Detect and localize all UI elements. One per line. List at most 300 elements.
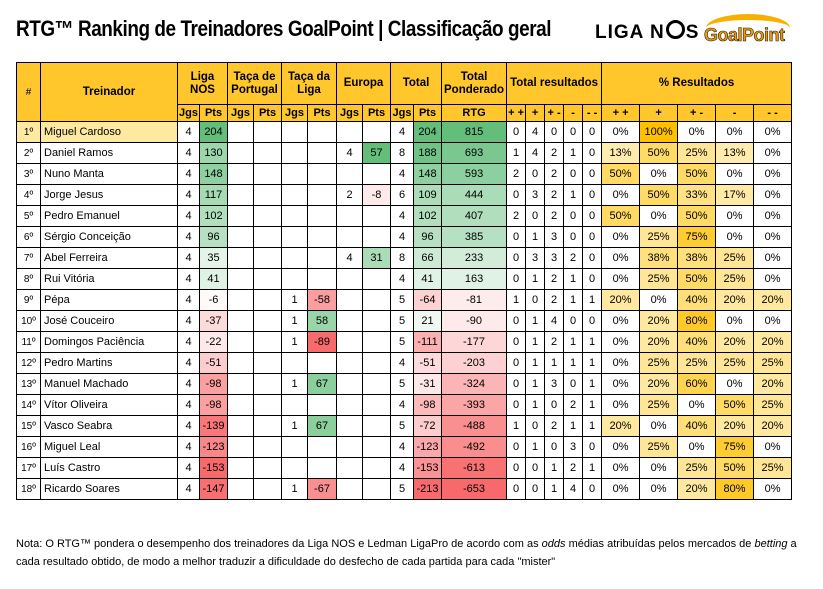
europa-jgs: 2 bbox=[337, 185, 363, 206]
col-total: Total bbox=[391, 63, 442, 105]
result-pct: 0% bbox=[678, 122, 716, 143]
table-row bbox=[17, 290, 792, 311]
subhdr-pct-2: + - bbox=[678, 105, 716, 122]
europa-jgs bbox=[337, 437, 363, 458]
result-count: 0 bbox=[564, 227, 583, 248]
coach-name: Pedro Martins bbox=[41, 353, 178, 374]
result-pct: 20% bbox=[754, 374, 792, 395]
result-count: 1 bbox=[545, 353, 564, 374]
result-count: 0 bbox=[583, 248, 602, 269]
rank-cell: 5º bbox=[17, 206, 41, 227]
subhdr-pct-3: - bbox=[716, 105, 754, 122]
total-jgs: 4 bbox=[391, 122, 414, 143]
result-pct: 25% bbox=[754, 395, 792, 416]
liga-jgs: 4 bbox=[178, 248, 200, 269]
taca-liga-pts bbox=[308, 395, 337, 416]
coach-name: Nuno Manta bbox=[41, 164, 178, 185]
result-count: 2 bbox=[545, 416, 564, 437]
rank-cell: 4º bbox=[17, 185, 41, 206]
result-count: 0 bbox=[507, 458, 526, 479]
subhdr-rtg: RTG bbox=[442, 105, 507, 122]
result-pct: 0% bbox=[640, 458, 678, 479]
result-pct: 0% bbox=[754, 269, 792, 290]
europa-jgs bbox=[337, 332, 363, 353]
europa-jgs bbox=[337, 269, 363, 290]
subhdr-taca-portugal-pts: Pts bbox=[254, 105, 282, 122]
result-count: 1 bbox=[583, 458, 602, 479]
result-pct: 13% bbox=[716, 143, 754, 164]
result-pct: 25% bbox=[716, 269, 754, 290]
taca-liga-jgs: 1 bbox=[282, 290, 308, 311]
total-pts: 148 bbox=[414, 164, 442, 185]
taca-portugal-jgs bbox=[228, 269, 254, 290]
result-count: 1 bbox=[545, 479, 564, 500]
ranking-table bbox=[16, 62, 792, 500]
result-count: 0 bbox=[564, 374, 583, 395]
col-liga-nos: Liga NOS bbox=[178, 63, 228, 105]
subhdr-pct-0: + + bbox=[602, 105, 640, 122]
total-pts: 96 bbox=[414, 227, 442, 248]
result-count: 1 bbox=[526, 374, 545, 395]
result-pct: 40% bbox=[678, 332, 716, 353]
taca-liga-pts: 67 bbox=[308, 374, 337, 395]
result-count: 1 bbox=[526, 437, 545, 458]
taca-liga-pts bbox=[308, 164, 337, 185]
taca-liga-pts bbox=[308, 437, 337, 458]
europa-pts bbox=[363, 164, 391, 185]
result-count: 0 bbox=[526, 206, 545, 227]
liga-jgs: 4 bbox=[178, 269, 200, 290]
result-pct: 13% bbox=[602, 143, 640, 164]
result-count: 0 bbox=[545, 395, 564, 416]
table-row bbox=[17, 458, 792, 479]
result-pct: 0% bbox=[678, 437, 716, 458]
taca-portugal-pts bbox=[254, 143, 282, 164]
result-pct: 0% bbox=[602, 353, 640, 374]
rank-cell: 13º bbox=[17, 374, 41, 395]
result-pct: 50% bbox=[602, 164, 640, 185]
result-count: 2 bbox=[507, 164, 526, 185]
result-pct: 0% bbox=[716, 227, 754, 248]
rank-cell: 8º bbox=[17, 269, 41, 290]
taca-portugal-pts bbox=[254, 374, 282, 395]
liga-jgs: 4 bbox=[178, 374, 200, 395]
result-count: 0 bbox=[545, 122, 564, 143]
total-pts: -111 bbox=[414, 332, 442, 353]
taca-portugal-jgs bbox=[228, 164, 254, 185]
subhdr-res-0: + + bbox=[507, 105, 526, 122]
result-count: 3 bbox=[545, 248, 564, 269]
result-count: 3 bbox=[545, 374, 564, 395]
europa-jgs bbox=[337, 311, 363, 332]
result-pct: 0% bbox=[640, 164, 678, 185]
result-count: 0 bbox=[507, 353, 526, 374]
result-pct: 0% bbox=[640, 290, 678, 311]
result-pct: 100% bbox=[640, 122, 678, 143]
rtg-value: 693 bbox=[442, 143, 507, 164]
result-pct: 33% bbox=[678, 185, 716, 206]
europa-jgs bbox=[337, 458, 363, 479]
rtg-value: -90 bbox=[442, 311, 507, 332]
result-pct: 0% bbox=[754, 311, 792, 332]
result-count: 0 bbox=[507, 269, 526, 290]
rtg-value: -488 bbox=[442, 416, 507, 437]
result-count: 0 bbox=[583, 437, 602, 458]
taca-liga-jgs bbox=[282, 395, 308, 416]
coach-name: Abel Ferreira bbox=[41, 248, 178, 269]
liga-jgs: 4 bbox=[178, 227, 200, 248]
taca-liga-pts bbox=[308, 206, 337, 227]
subhdr-liga-jgs: Jgs bbox=[178, 105, 200, 122]
result-pct: 25% bbox=[640, 353, 678, 374]
europa-pts bbox=[363, 269, 391, 290]
result-pct: 0% bbox=[716, 206, 754, 227]
taca-liga-pts: 67 bbox=[308, 416, 337, 437]
result-count: 0 bbox=[507, 332, 526, 353]
result-count: 0 bbox=[507, 122, 526, 143]
result-count: 3 bbox=[545, 227, 564, 248]
europa-pts bbox=[363, 437, 391, 458]
taca-liga-pts bbox=[308, 227, 337, 248]
rtg-value: -177 bbox=[442, 332, 507, 353]
result-count: 0 bbox=[526, 164, 545, 185]
result-count: 1 bbox=[507, 143, 526, 164]
result-count: 1 bbox=[507, 416, 526, 437]
taca-liga-jgs bbox=[282, 227, 308, 248]
total-jgs: 5 bbox=[391, 374, 414, 395]
liga-pts: 35 bbox=[200, 248, 228, 269]
result-pct: 25% bbox=[678, 353, 716, 374]
result-count: 2 bbox=[545, 332, 564, 353]
result-count: 1 bbox=[564, 290, 583, 311]
subhdr-taca-liga-pts: Pts bbox=[308, 105, 337, 122]
rank-cell: 16º bbox=[17, 437, 41, 458]
liga-pts: -123 bbox=[200, 437, 228, 458]
taca-portugal-jgs bbox=[228, 437, 254, 458]
taca-portugal-pts bbox=[254, 227, 282, 248]
europa-jgs bbox=[337, 353, 363, 374]
taca-portugal-pts bbox=[254, 122, 282, 143]
result-pct: 20% bbox=[678, 479, 716, 500]
rank-cell: 12º bbox=[17, 353, 41, 374]
taca-portugal-pts bbox=[254, 479, 282, 500]
total-jgs: 4 bbox=[391, 437, 414, 458]
result-pct: 0% bbox=[602, 395, 640, 416]
taca-liga-pts bbox=[308, 269, 337, 290]
result-pct: 0% bbox=[754, 248, 792, 269]
col-taca-portugal: Taça de Portugal bbox=[228, 63, 282, 105]
taca-portugal-jgs bbox=[228, 479, 254, 500]
table-row bbox=[17, 248, 792, 269]
liga-pts: -153 bbox=[200, 458, 228, 479]
liga-pts: 96 bbox=[200, 227, 228, 248]
liga-pts: -51 bbox=[200, 353, 228, 374]
taca-liga-pts bbox=[308, 122, 337, 143]
rank-cell: 9º bbox=[17, 290, 41, 311]
taca-portugal-pts bbox=[254, 437, 282, 458]
rank-cell: 7º bbox=[17, 248, 41, 269]
taca-portugal-pts bbox=[254, 353, 282, 374]
result-pct: 0% bbox=[640, 206, 678, 227]
result-pct: 0% bbox=[754, 122, 792, 143]
total-pts: 66 bbox=[414, 248, 442, 269]
table-row bbox=[17, 206, 792, 227]
total-jgs: 4 bbox=[391, 227, 414, 248]
coach-name: Rui Vitória bbox=[41, 269, 178, 290]
coach-name: Manuel Machado bbox=[41, 374, 178, 395]
result-pct: 0% bbox=[754, 227, 792, 248]
taca-portugal-jgs bbox=[228, 248, 254, 269]
subhdr-taca-liga-jgs: Jgs bbox=[282, 105, 308, 122]
subhdr-europa-jgs: Jgs bbox=[337, 105, 363, 122]
taca-liga-jgs bbox=[282, 437, 308, 458]
result-count: 2 bbox=[545, 185, 564, 206]
liga-nos-logo: LIGA N S bbox=[595, 22, 700, 43]
rtg-value: 407 bbox=[442, 206, 507, 227]
europa-jgs: 4 bbox=[337, 248, 363, 269]
liga-jgs: 4 bbox=[178, 185, 200, 206]
taca-liga-jgs bbox=[282, 269, 308, 290]
liga-jgs: 4 bbox=[178, 395, 200, 416]
rtg-value: -492 bbox=[442, 437, 507, 458]
taca-liga-pts bbox=[308, 353, 337, 374]
coach-name: Sérgio Conceição bbox=[41, 227, 178, 248]
result-count: 0 bbox=[583, 311, 602, 332]
total-pts: 204 bbox=[414, 122, 442, 143]
taca-liga-jgs bbox=[282, 143, 308, 164]
total-jgs: 5 bbox=[391, 332, 414, 353]
taca-liga-pts: -58 bbox=[308, 290, 337, 311]
result-pct: 20% bbox=[754, 332, 792, 353]
result-count: 1 bbox=[583, 374, 602, 395]
liga-pts: -98 bbox=[200, 395, 228, 416]
europa-pts bbox=[363, 353, 391, 374]
total-pts: -153 bbox=[414, 458, 442, 479]
table-row bbox=[17, 311, 792, 332]
col-rank: # bbox=[17, 63, 41, 122]
result-pct: 50% bbox=[678, 206, 716, 227]
rank-cell: 14º bbox=[17, 395, 41, 416]
col-total-ponderado: Total Ponderado bbox=[442, 63, 507, 105]
result-pct: 80% bbox=[678, 311, 716, 332]
result-count: 0 bbox=[507, 227, 526, 248]
result-count: 0 bbox=[583, 164, 602, 185]
europa-pts bbox=[363, 395, 391, 416]
result-pct: 0% bbox=[754, 206, 792, 227]
taca-liga-pts: -89 bbox=[308, 332, 337, 353]
result-pct: 0% bbox=[754, 479, 792, 500]
europa-jgs bbox=[337, 164, 363, 185]
result-count: 2 bbox=[564, 248, 583, 269]
result-pct: 80% bbox=[716, 479, 754, 500]
taca-portugal-pts bbox=[254, 164, 282, 185]
result-pct: 20% bbox=[754, 416, 792, 437]
result-count: 1 bbox=[564, 353, 583, 374]
table-row bbox=[17, 374, 792, 395]
result-pct: 25% bbox=[678, 458, 716, 479]
result-pct: 0% bbox=[678, 395, 716, 416]
coach-name: Jorge Jesus bbox=[41, 185, 178, 206]
result-count: 0 bbox=[507, 479, 526, 500]
taca-portugal-jgs bbox=[228, 395, 254, 416]
coach-name: Vasco Seabra bbox=[41, 416, 178, 437]
taca-liga-jgs: 1 bbox=[282, 416, 308, 437]
table-row bbox=[17, 164, 792, 185]
result-count: 1 bbox=[564, 185, 583, 206]
result-pct: 50% bbox=[678, 164, 716, 185]
europa-pts bbox=[363, 290, 391, 311]
total-pts: 109 bbox=[414, 185, 442, 206]
rtg-value: 593 bbox=[442, 164, 507, 185]
result-pct: 25% bbox=[754, 458, 792, 479]
result-pct: 0% bbox=[602, 311, 640, 332]
total-jgs: 4 bbox=[391, 164, 414, 185]
taca-liga-jgs: 1 bbox=[282, 311, 308, 332]
result-count: 0 bbox=[564, 206, 583, 227]
result-pct: 0% bbox=[754, 143, 792, 164]
result-count: 0 bbox=[507, 395, 526, 416]
result-count: 0 bbox=[583, 227, 602, 248]
coach-name: José Couceiro bbox=[41, 311, 178, 332]
result-pct: 20% bbox=[716, 332, 754, 353]
total-pts: 41 bbox=[414, 269, 442, 290]
result-count: 1 bbox=[526, 395, 545, 416]
europa-pts: -8 bbox=[363, 185, 391, 206]
footnote: Nota: O RTG™ pondera o desempenho dos treinadores da Liga NOS e Ledman LigaPro de acordo com as odds médias atribuídas pelos mercados de betting a cada resultado obtido, de modo a melhor traduzir a dificuldade do desfecho de cada partida para cada "mister" bbox=[16, 538, 797, 568]
result-pct: 40% bbox=[678, 290, 716, 311]
taca-liga-jgs bbox=[282, 164, 308, 185]
result-pct: 50% bbox=[716, 395, 754, 416]
result-pct: 20% bbox=[602, 290, 640, 311]
liga-jgs: 4 bbox=[178, 143, 200, 164]
total-pts: -123 bbox=[414, 437, 442, 458]
result-pct: 50% bbox=[678, 269, 716, 290]
coach-name: Pedro Emanuel bbox=[41, 206, 178, 227]
liga-jgs: 4 bbox=[178, 353, 200, 374]
result-count: 0 bbox=[545, 437, 564, 458]
result-count: 2 bbox=[545, 143, 564, 164]
result-count: 4 bbox=[545, 311, 564, 332]
liga-jgs: 4 bbox=[178, 311, 200, 332]
total-jgs: 8 bbox=[391, 248, 414, 269]
taca-portugal-pts bbox=[254, 290, 282, 311]
coach-name: Ricardo Soares bbox=[41, 479, 178, 500]
result-count: 0 bbox=[583, 122, 602, 143]
result-count: 0 bbox=[564, 311, 583, 332]
liga-jgs: 4 bbox=[178, 416, 200, 437]
subhdr-res-2: + - bbox=[545, 105, 564, 122]
taca-liga-pts bbox=[308, 143, 337, 164]
taca-liga-jgs bbox=[282, 248, 308, 269]
result-pct: 0% bbox=[716, 374, 754, 395]
liga-pts: -37 bbox=[200, 311, 228, 332]
taca-portugal-pts bbox=[254, 416, 282, 437]
total-jgs: 6 bbox=[391, 185, 414, 206]
result-count: 2 bbox=[564, 458, 583, 479]
result-count: 0 bbox=[583, 479, 602, 500]
result-count: 2 bbox=[545, 164, 564, 185]
result-count: 1 bbox=[583, 395, 602, 416]
result-pct: 0% bbox=[640, 479, 678, 500]
subhdr-res-4: - - bbox=[583, 105, 602, 122]
liga-pts: 41 bbox=[200, 269, 228, 290]
rank-cell: 15º bbox=[17, 416, 41, 437]
coach-name: Luís Castro bbox=[41, 458, 178, 479]
table-row bbox=[17, 122, 792, 143]
result-count: 1 bbox=[564, 143, 583, 164]
coach-name: Daniel Ramos bbox=[41, 143, 178, 164]
europa-jgs bbox=[337, 227, 363, 248]
subhdr-liga-pts: Pts bbox=[200, 105, 228, 122]
result-pct: 25% bbox=[640, 269, 678, 290]
rtg-value: 233 bbox=[442, 248, 507, 269]
result-count: 0 bbox=[564, 122, 583, 143]
liga-pts: -139 bbox=[200, 416, 228, 437]
taca-liga-pts: 58 bbox=[308, 311, 337, 332]
goalpoint-logo-text: GoalPoint bbox=[704, 25, 785, 45]
liga-pts: -98 bbox=[200, 374, 228, 395]
result-pct: 50% bbox=[640, 185, 678, 206]
liga-pts: -22 bbox=[200, 332, 228, 353]
liga-pts: 130 bbox=[200, 143, 228, 164]
result-count: 4 bbox=[564, 479, 583, 500]
result-pct: 0% bbox=[602, 248, 640, 269]
taca-liga-jgs: 1 bbox=[282, 479, 308, 500]
result-count: 0 bbox=[583, 185, 602, 206]
result-count: 0 bbox=[507, 374, 526, 395]
liga-jgs: 4 bbox=[178, 290, 200, 311]
europa-pts bbox=[363, 206, 391, 227]
result-pct: 0% bbox=[602, 437, 640, 458]
taca-liga-pts bbox=[308, 185, 337, 206]
result-pct: 0% bbox=[602, 479, 640, 500]
result-count: 1 bbox=[564, 416, 583, 437]
europa-pts bbox=[363, 227, 391, 248]
europa-jgs bbox=[337, 206, 363, 227]
total-pts: -72 bbox=[414, 416, 442, 437]
result-count: 4 bbox=[526, 143, 545, 164]
result-pct: 60% bbox=[678, 374, 716, 395]
rtg-value: -324 bbox=[442, 374, 507, 395]
result-count: 2 bbox=[545, 269, 564, 290]
result-count: 1 bbox=[526, 269, 545, 290]
result-pct: 20% bbox=[640, 311, 678, 332]
table-row bbox=[17, 185, 792, 206]
result-count: 1 bbox=[526, 311, 545, 332]
rtg-value: -613 bbox=[442, 458, 507, 479]
taca-liga-pts bbox=[308, 248, 337, 269]
result-count: 0 bbox=[526, 290, 545, 311]
result-count: 3 bbox=[564, 437, 583, 458]
result-pct: 25% bbox=[678, 143, 716, 164]
result-count: 0 bbox=[583, 206, 602, 227]
result-pct: 0% bbox=[754, 164, 792, 185]
result-count: 3 bbox=[526, 185, 545, 206]
taca-portugal-pts bbox=[254, 269, 282, 290]
result-count: 1 bbox=[583, 332, 602, 353]
rtg-value: -81 bbox=[442, 290, 507, 311]
total-pts: -64 bbox=[414, 290, 442, 311]
rtg-value: 163 bbox=[442, 269, 507, 290]
result-pct: 0% bbox=[602, 269, 640, 290]
liga-jgs: 4 bbox=[178, 122, 200, 143]
result-count: 0 bbox=[507, 311, 526, 332]
total-jgs: 4 bbox=[391, 206, 414, 227]
taca-portugal-jgs bbox=[228, 143, 254, 164]
taca-portugal-jgs bbox=[228, 206, 254, 227]
liga-jgs: 4 bbox=[178, 332, 200, 353]
goalpoint-logo bbox=[700, 14, 794, 48]
